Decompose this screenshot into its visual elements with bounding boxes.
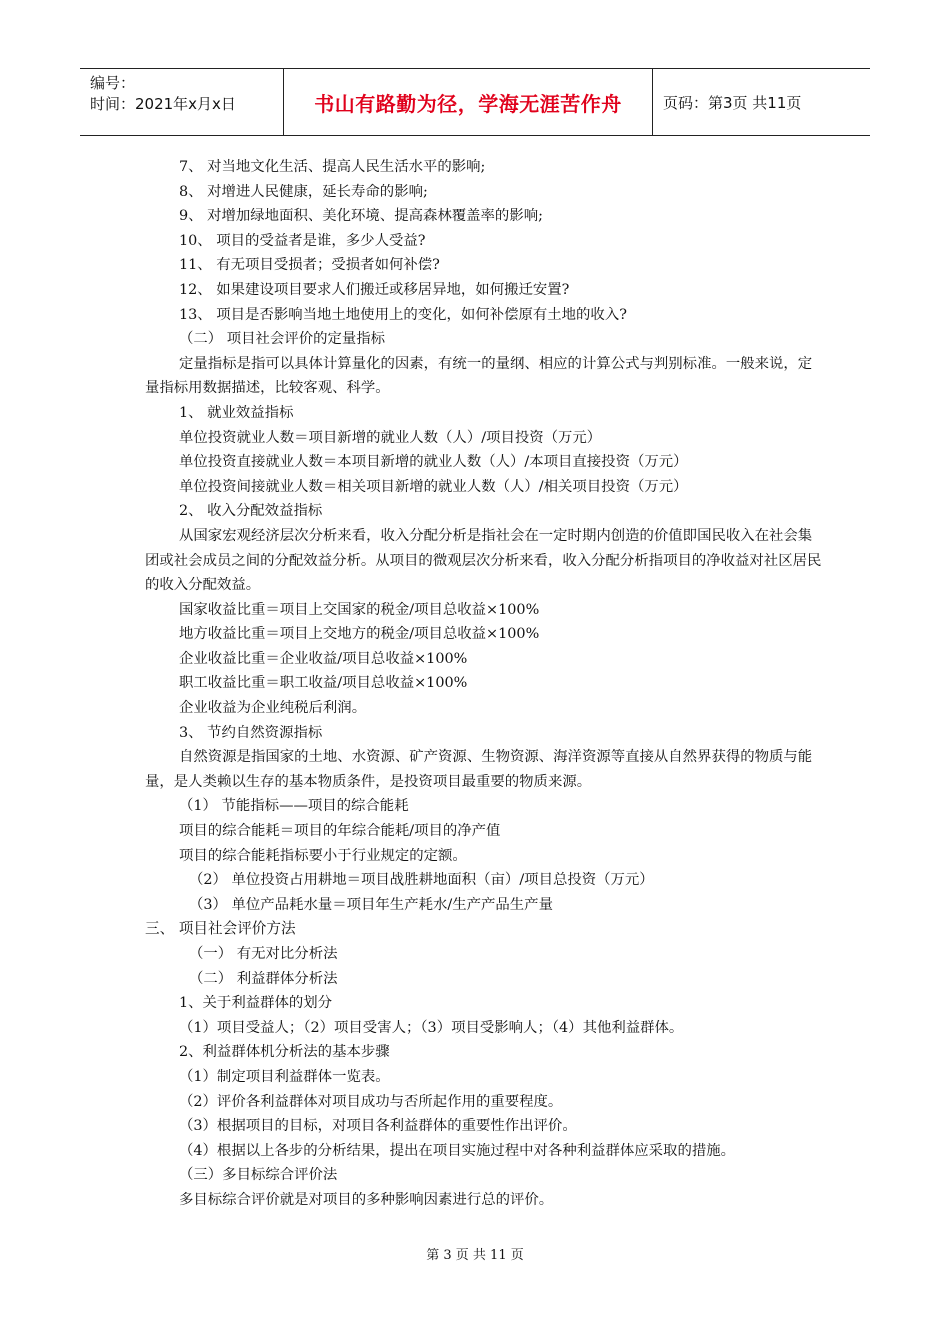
body-line: 多目标综合评价就是对项目的多种影响因素进行总的评价。 bbox=[179, 1191, 554, 1208]
body-line: 项目的综合能耗指标要小于行业规定的定额。 bbox=[179, 847, 467, 864]
body-line: 1、 就业效益指标 bbox=[179, 404, 294, 421]
body-line: 项目的综合能耗＝项目的年综合能耗/项目的净产值 bbox=[179, 823, 501, 840]
body-line: 从国家宏观经济层次分析来看，收入分配分析是指社会在一定时期内创造的价值即国民收入在社会集团或社会成员之间的分配效益分析。从项目的微观层次分析来看，收入分配分析指项目的净收益对社区居民的收入分配效益。 bbox=[145, 527, 822, 594]
body-line: 10、 项目的受益者是谁，多少人受益? bbox=[179, 232, 426, 249]
body-line: 单位投资直接就业人数＝本项目新增的就业人数（人）/本项目直接投资（万元） bbox=[179, 454, 688, 471]
document-body bbox=[145, 155, 825, 1213]
body-line: 2、利益群体机分析法的基本步骤 bbox=[179, 1044, 390, 1061]
body-line: （二） 利益群体分析法 bbox=[189, 970, 338, 987]
body-line: （1）制定项目利益群体一览表。 bbox=[179, 1068, 390, 1085]
body-line: 定量指标是指可以具体计算量化的因素，有统一的量纲、相应的计算公式与判别标准。一般来说，定量指标用数据描述，比较客观、科学。 bbox=[145, 355, 813, 397]
body-line: 8、 对增进人民健康，延长寿命的影响; bbox=[179, 183, 428, 200]
section-heading: 三、 项目社会评价方法 bbox=[145, 920, 296, 938]
body-line: 1、关于利益群体的划分 bbox=[179, 995, 333, 1012]
body-line: 12、 如果建设项目要求人们搬迁或移居异地，如何搬迁安置? bbox=[179, 281, 570, 298]
document-number-label: 编号： bbox=[90, 74, 136, 92]
body-line: （二） 项目社会评价的定量指标 bbox=[179, 331, 386, 348]
body-line: （3） 单位产品耗水量＝项目年生产耗水/生产产品生产量 bbox=[189, 896, 553, 913]
body-line: 企业收益比重＝企业收益/项目总收益×100% bbox=[179, 650, 468, 667]
body-line: 11、 有无项目受损者；受损者如何补偿? bbox=[179, 257, 440, 274]
body-line: （一） 有无对比分析法 bbox=[189, 946, 338, 962]
page-footer: 第 3 页 共 11 页 bbox=[426, 1248, 524, 1263]
body-line: 自然资源是指国家的土地、水资源、矿产资源、生物资源、海洋资源等直接从自然界获得的物质与能量，是人类赖以生存的基本物质条件，是投资项目最重要的物质来源。 bbox=[145, 749, 813, 790]
body-line: 单位投资就业人数＝项目新增的就业人数（人）/项目投资（万元） bbox=[179, 429, 602, 446]
body-line: （1）项目受益人；（2）项目受害人；（3）项目受影响人；（4）其他利益群体。 bbox=[179, 1019, 684, 1036]
body-line: 地方收益比重＝项目上交地方的税金/项目总收益×100% bbox=[179, 626, 540, 643]
body-line: 3、 节约自然资源指标 bbox=[179, 724, 323, 741]
body-line: 企业收益为企业纯税后利润。 bbox=[179, 700, 367, 717]
body-line: （2）评价各利益群体对项目成功与否所起作用的重要程度。 bbox=[179, 1093, 563, 1110]
header-motto: 书山有路勤为径，学海无涯苦作舟 bbox=[284, 69, 653, 135]
body-line: （4）根据以上各步的分析结果，提出在项目实施过程中对各种利益群体应采取的措施。 bbox=[179, 1142, 736, 1159]
body-line: 13、 项目是否影响当地土地使用上的变化，如何补偿原有土地的收入? bbox=[179, 306, 627, 323]
body-line: （3）根据项目的目标，对项目各利益群体的重要性作出评价。 bbox=[179, 1118, 577, 1135]
page-header bbox=[80, 68, 870, 136]
body-line: 7、 对当地文化生活、提高人民生活水平的影响; bbox=[179, 159, 486, 175]
document-time-label: 时间：2021年x月x日 bbox=[90, 95, 236, 113]
body-line: （1） 节能指标——项目的综合能耗 bbox=[179, 798, 409, 815]
body-line: 职工收益比重＝职工收益/项目总收益×100% bbox=[179, 675, 468, 692]
header-info-cell bbox=[80, 69, 284, 135]
body-line: （2） 单位投资占用耕地＝项目战胜耕地面积（亩）/项目总投资（万元） bbox=[189, 872, 654, 889]
body-line: 国家收益比重＝项目上交国家的税金/项目总收益×100% bbox=[179, 601, 540, 618]
header-page-info: 页码：第3页 共11页 bbox=[663, 93, 802, 112]
body-line: （三）多目标综合评价法 bbox=[179, 1167, 338, 1184]
body-line: 9、 对增加绿地面积、美化环境、提高森林覆盖率的影响; bbox=[179, 208, 543, 225]
body-line: 单位投资间接就业人数＝相关项目新增的就业人数（人）/相关项目投资（万元） bbox=[179, 478, 688, 495]
body-line: 2、 收入分配效益指标 bbox=[179, 503, 323, 520]
